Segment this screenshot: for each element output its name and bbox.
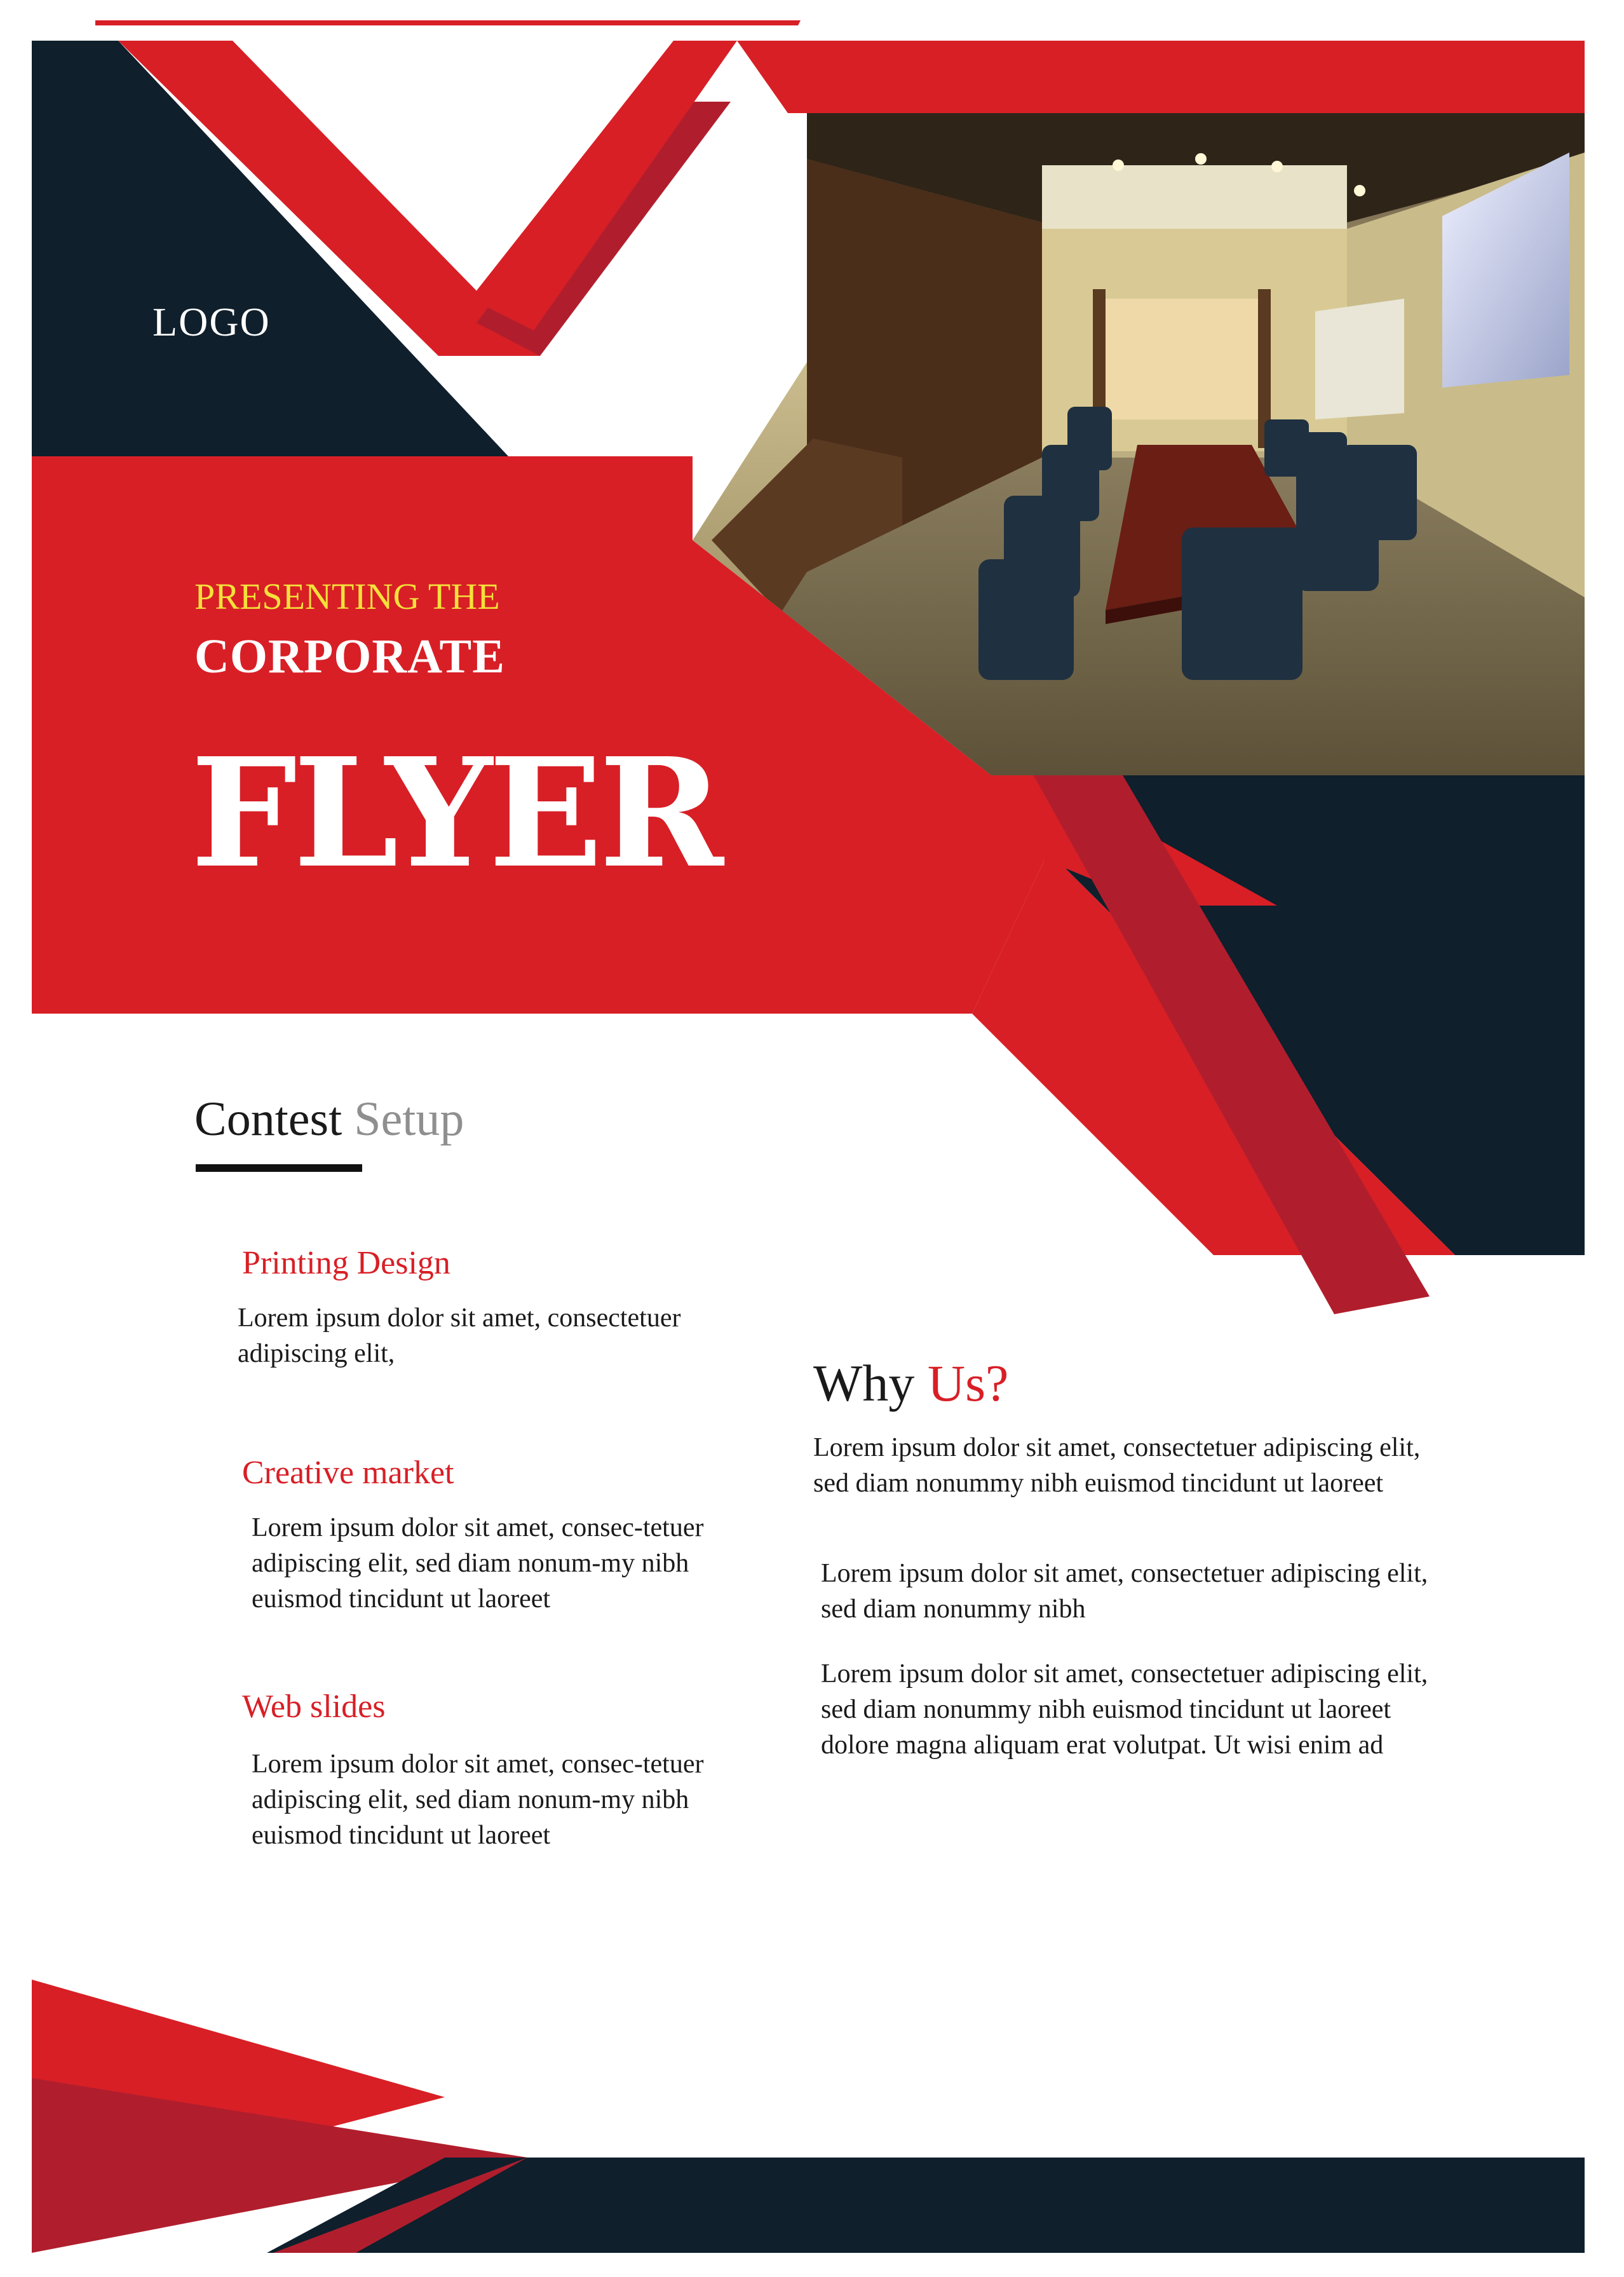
printing-design-heading: Printing Design xyxy=(242,1245,450,1281)
top-red-band xyxy=(737,41,1585,113)
why-heading-first: Why xyxy=(813,1354,915,1412)
top-thin-red-line xyxy=(95,20,801,25)
why-heading-second: Us? xyxy=(927,1354,1009,1412)
why-us-paragraph-3: Lorem ipsum dolor sit amet, consectetuer adipiscing elit, sed diam nonummy nibh euismod tincidunt ut laoreet dolore magna aliquam erat volutpat. Ut wisi enim ad xyxy=(821,1659,1428,1760)
printing-design-text: Lorem ipsum dolor sit amet, consectetuer adipiscing elit, xyxy=(238,1303,681,1368)
contest-heading-underline xyxy=(196,1164,362,1172)
creative-market-text: Lorem ipsum dolor sit amet, consec-tetuer adipiscing elit, sed diam nonum-my nibh euismod tincidunt ut laoreet xyxy=(252,1513,704,1614)
contest-heading-first: Contest xyxy=(194,1092,342,1146)
why-us-paragraph-2: Lorem ipsum dolor sit amet, consectetuer adipiscing elit, sed diam nonummy nibh xyxy=(821,1559,1428,1624)
contest-setup-heading xyxy=(194,1092,464,1147)
web-slides-heading: Web slides xyxy=(242,1689,386,1725)
web-slides-text: Lorem ipsum dolor sit amet, consec-tetuer adipiscing elit, sed diam nonum-my nibh euismod tincidunt ut laoreet xyxy=(252,1750,704,1850)
hero-presenting-text: PRESENTING THE xyxy=(194,576,500,617)
why-us-heading xyxy=(813,1354,1008,1413)
hero-corporate-text: CORPORATE xyxy=(194,630,505,683)
bottom-navy-bar xyxy=(267,2158,1585,2253)
why-us-paragraph-1: Lorem ipsum dolor sit amet, consectetuer adipiscing elit, sed diam nonummy nibh euismod tincidunt ut laoreet xyxy=(813,1433,1421,1498)
logo-text: LOGO xyxy=(152,299,271,344)
ribbon-red-diag xyxy=(470,41,737,330)
hero-flyer-title: FLYER xyxy=(191,724,720,901)
creative-market-heading: Creative market xyxy=(242,1455,454,1491)
contest-heading-second: Setup xyxy=(354,1092,464,1146)
